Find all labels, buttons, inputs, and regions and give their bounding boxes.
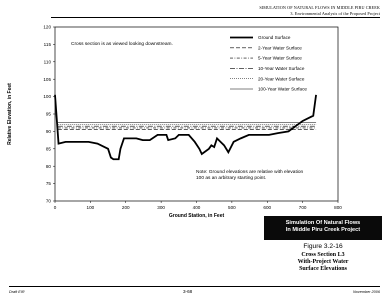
legend-label-2: 5-Year Water Surface xyxy=(258,55,302,61)
elevation-note: Note: Ground elevations are relative with elevation 100 as an arbitrary starting point. xyxy=(196,170,304,181)
y-tick-label: 110 xyxy=(43,59,51,65)
y-axis-title: Relative Elevation, in Feet xyxy=(7,83,13,145)
x-tick-label: 200 xyxy=(121,205,130,210)
x-tick-label: 600 xyxy=(263,205,272,210)
legend-label-0: Ground Surface xyxy=(258,35,291,41)
project-title-line2: In Middle Piru Creek Project xyxy=(285,227,361,233)
y-tick-label: 120 xyxy=(43,24,51,30)
y-tick-label: 80 xyxy=(45,163,51,169)
y-tick-label: 90 xyxy=(45,129,51,134)
x-tick-label: 700 xyxy=(298,205,307,210)
figure-number: Figure 3.2-16 xyxy=(303,243,343,250)
x-tick-label: 0 xyxy=(53,205,57,210)
x-axis-title: Ground Station, in Feet xyxy=(168,213,225,219)
y-tick-label: 95 xyxy=(45,111,51,117)
view-direction-note: Cross section is as viewed looking downstream. xyxy=(71,42,173,47)
y-tick-label: 105 xyxy=(43,76,51,82)
x-tick-label: 100 xyxy=(86,205,95,210)
series-layer xyxy=(55,95,316,159)
figure-caption xyxy=(264,252,382,273)
footer-page-number: 3-68 xyxy=(183,289,193,294)
footer-rule xyxy=(9,286,380,287)
figure-caption-line2: With-Project Water xyxy=(297,259,349,265)
figure-caption-line3: Surface Elevations xyxy=(299,266,347,272)
y-tick-label: 100 xyxy=(43,94,51,100)
header-title: SIMULATION OF NATURAL FLOWS IN MIDDLE PIRU CREEK xyxy=(259,5,380,10)
x-tick-label: 500 xyxy=(228,205,236,210)
legend-label-5: 100-Year Water Surface xyxy=(258,86,307,92)
project-title-line1: Simulation Of Natural Flows xyxy=(285,220,361,226)
project-title-box xyxy=(264,216,382,240)
y-tick-label: 85 xyxy=(45,146,51,152)
y-tick-label: 70 xyxy=(45,198,51,204)
header-subtitle: 3. Environmental Analysis of the Proposed Project xyxy=(290,11,380,16)
legend-label-4: 20-Year Water Surface xyxy=(258,76,305,82)
y-tick-label: 115 xyxy=(43,42,51,47)
legend xyxy=(230,35,307,92)
x-tick-label: 800 xyxy=(334,205,342,210)
footer-document-status: Draft EIR xyxy=(9,290,25,294)
legend-label-3: 10-Year Water Surface xyxy=(258,66,305,71)
series-line-0 xyxy=(55,95,316,159)
axes xyxy=(43,25,342,210)
x-tick-label: 400 xyxy=(192,205,201,210)
figure-caption-line1: Cross Section L3 xyxy=(301,252,345,258)
legend-label-1: 2-Year Water Surface xyxy=(258,45,302,51)
y-tick-label: 75 xyxy=(45,181,51,187)
footer-date: November 2006 xyxy=(352,290,380,294)
x-tick-label: 300 xyxy=(157,205,165,210)
